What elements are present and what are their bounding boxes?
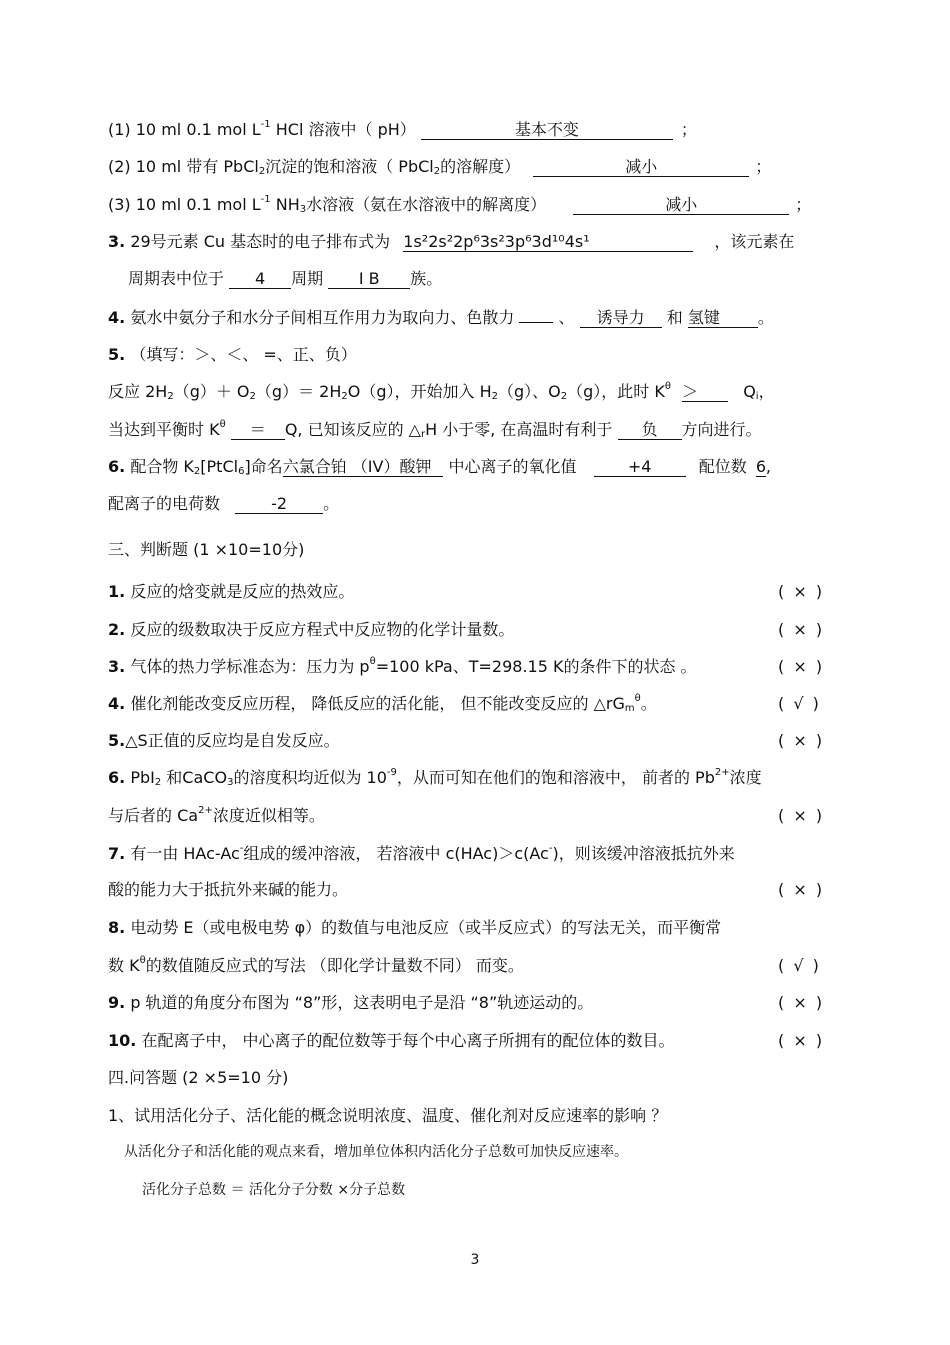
q6-ox-answer: +4 [594, 458, 686, 477]
judgment-sup: -9 [386, 767, 397, 778]
q4-blank-line [519, 322, 553, 323]
q5-line2 [108, 382, 775, 402]
q3-group-answer: Ⅰ B [328, 270, 410, 289]
judgment-6-mark: ( × ) [778, 806, 825, 825]
judgment-text: p 轨道的角度分布图为 “8”形，这表明电子是沿 “8”轨迹运动的。 [130, 993, 594, 1012]
judgment-6 [108, 768, 762, 788]
q5-text-a: 反应 2H [108, 382, 168, 401]
q2-item1-text: (1) 10 ml 0.1 mol L [108, 120, 261, 139]
judgment-sup2: - [548, 843, 553, 854]
q5-line3-sub: r [420, 429, 426, 440]
judgment-text: 反应的焓变就是反应的热效应。 [130, 582, 355, 601]
judgment-sup2: 2+ [714, 767, 730, 778]
q2-item1-end: ； [680, 120, 697, 139]
judgment-1-mark: ( × ) [778, 582, 825, 601]
q5-line3-theta: θ [219, 419, 226, 430]
q2-item2-sub: 2 [258, 166, 266, 177]
judgment-4 [108, 694, 657, 714]
q5-answer3: 负 [618, 421, 682, 440]
judgment-text5: 浓度 [729, 768, 762, 787]
judgment-2 [108, 620, 514, 640]
judgment-2-mark: ( × ) [778, 620, 825, 639]
judgment-number: 6. [108, 768, 126, 787]
judgment-number: 9. [108, 993, 126, 1012]
judgment-7-line2: 酸的能力大于抵抗外来碱的能力。 [108, 880, 349, 899]
judgment-3-mark: ( × ) [778, 657, 825, 676]
q2-item2-answer: 减小 [533, 158, 749, 177]
judgment-3 [108, 657, 697, 677]
judgment-text: 催化剂能改变反应历程， 降低反应的活化能， 但不能改变反应的 △rG [130, 694, 625, 713]
q4-sep1: 、 [558, 308, 575, 327]
q2-item2 [108, 157, 771, 177]
q4-answer2: 氢键 [688, 309, 758, 328]
judgment-text: 有一由 HAc-Ac [130, 844, 240, 863]
judgment-sub: 2 [154, 777, 162, 788]
judgment-text4: ，从而可知在他们的饱和溶液中， 前者的 Pb [396, 768, 715, 787]
q6-text3: ]命名 [244, 457, 283, 476]
q2-item2-text: (2) 10 ml 带有 PbCl [108, 157, 259, 176]
q3-line2 [128, 269, 442, 289]
judgment-number: 1. [108, 582, 126, 601]
q6-end2: 。 [323, 494, 340, 513]
q3-period-label: 周期 [291, 269, 324, 288]
q5-sub6: i [755, 391, 759, 402]
q2-item3-answer: 减小 [573, 196, 789, 215]
q6-text5: 配位数 [698, 457, 747, 476]
judgment-line2-sup: 2+ [198, 805, 213, 816]
q6-name-answer: 六氯合铂 （IV）酸钾 [283, 458, 444, 477]
q6-number: 6. [108, 457, 126, 476]
judgment-5-mark: ( × ) [778, 731, 825, 750]
qa1-question: 1、试用活化分子、活化能的概念说明浓度、温度、催化剂对反应速率的影响 ？ [108, 1106, 668, 1125]
q3-group-label: 族。 [410, 269, 443, 288]
q5-line3 [108, 420, 762, 440]
q2-item3-text3: 水溶液（氨在水溶液中的解离度） [306, 195, 547, 214]
q6-charge-answer: -2 [235, 495, 323, 514]
q6-line1 [108, 457, 771, 477]
q3-line1 [108, 232, 794, 252]
judgment-10 [108, 1031, 675, 1051]
q3-line2-text: 周期表中位于 [128, 269, 225, 288]
judgment-line2-b: 浓度近似相等。 [212, 806, 325, 825]
judgment-text: 电动势 E（或电极电势 φ）的数值与电池反应（或半反应式）的写法无关，而平衡常 [130, 918, 722, 937]
judgment-8-mark: ( √ ) [778, 956, 821, 975]
judgment-number: 2. [108, 620, 126, 639]
judgment-text2: 和CaCO [161, 768, 228, 787]
judgment-8-line2 [108, 956, 524, 976]
q2-item1-answer: 基本不变 [421, 121, 673, 140]
judgment-text3: )，则该缓冲溶液抵抗外来 [552, 844, 735, 863]
q2-item3-text2: NH [270, 195, 300, 214]
q4-answer1: 诱导力 [580, 309, 662, 328]
q2-item2-text2: 沉淀的饱和溶液（ PbCl [265, 157, 434, 176]
judgment-text: 气体的热力学标准态为：压力为 p [130, 657, 370, 676]
judgment-number: 5. [108, 731, 126, 750]
q3-number: 3. [108, 232, 126, 251]
q6-text4: 中心离子的氧化值 [448, 457, 577, 476]
q5-sub1: 2 [167, 391, 174, 402]
q6-line2 [108, 494, 339, 514]
q4-text: 氨水中氨分子和水分子间相互作用力为取向力、色散力 [130, 308, 515, 327]
q5-line1 [108, 345, 357, 365]
q2-item2-end: ； [755, 157, 772, 176]
q5-number: 5. [108, 345, 126, 364]
q2-item1-sup: -1 [260, 119, 271, 130]
q6-sub2: 6 [238, 466, 245, 477]
judgment-9 [108, 993, 593, 1013]
judgment-text: 反应的级数取决于反应方程式中反应物的化学计量数。 [130, 620, 515, 639]
judgment-7-mark: ( × ) [778, 880, 825, 899]
judgment-text: 在配离子中， 中心离子的配位数等于每个中心离子所拥有的配位体的数目。 [141, 1031, 675, 1050]
q6-cn-answer: 6 [755, 457, 767, 476]
q5-theta: θ [664, 381, 672, 392]
judgment-7 [108, 844, 735, 864]
section3-title: 三、判断题 (1 ×10=10分) [108, 540, 305, 559]
judgment-6-line2 [108, 806, 325, 826]
q2-item3-sub: 3 [299, 204, 307, 215]
judgment-line2: 数 K [108, 956, 140, 975]
judgment-text2: =100 kPa、T=298.15 K的条件下的状态 。 [375, 657, 697, 676]
judgment-line2-sup: θ [139, 955, 146, 966]
q2-item1-text2: HCl 溶液中（ pH） [270, 120, 416, 139]
q5-text-e: （g）、O [498, 382, 561, 401]
judgment-text2: 组成的缓冲溶液， 若溶液中 c(HAc)＞c(Ac [243, 844, 549, 863]
q6-line2-text: 配离子的电荷数 [108, 494, 221, 513]
judgment-number: 10. [108, 1031, 137, 1050]
judgment-sup: θ [634, 693, 641, 704]
judgment-line2-b: 的数值随反应式的写法 （即化学计量数不同） 而变。 [145, 956, 524, 975]
judgment-sup: - [239, 843, 244, 854]
q5-line3-text3: H 小于零, 在高温时有利于 [425, 420, 613, 439]
q4 [108, 308, 774, 328]
q2-item3-text: (3) 10 ml 0.1 mol L [108, 195, 261, 214]
q5-sub4: 2 [491, 391, 498, 402]
q2-item3-sup: -1 [260, 194, 271, 205]
page-number: 3 [470, 1252, 480, 1268]
q5-line3-end: 方向进行。 [681, 420, 762, 439]
qa1-answer1: 从活化分子和活化能的观点来看，增加单位体积内活化分子总数可加快反应速率。 [124, 1144, 628, 1160]
judgment-4-mark: ( √ ) [778, 694, 821, 713]
q5-sub2: 2 [249, 391, 256, 402]
q4-sep2: 和 [666, 308, 683, 327]
q5-answer2: ＝ [231, 421, 285, 440]
judgment-1 [108, 582, 354, 602]
q3-config-answer: 1s²2s²2p⁶3s²3p⁶3d¹⁰4s¹ [403, 233, 693, 252]
qa1-answer2: 活化分子总数 ＝ 活化分子分数 ×分子总数 [142, 1182, 406, 1198]
q3-period-answer: 4 [229, 270, 291, 289]
judgment-9-mark: ( × ) [778, 993, 825, 1012]
judgment-sub: m [624, 703, 635, 714]
q5-text-c: （g）＝ 2H [255, 382, 342, 401]
q2-item3-end: ； [795, 195, 812, 214]
q6-text2: [PtCl [200, 457, 239, 476]
q4-number: 4. [108, 308, 126, 327]
section4-title: 四.问答题 (2 ×5=10 分) [108, 1068, 289, 1087]
q2-item3 [108, 195, 811, 215]
q3-text: 29号元素 Cu 基态时的电子排布式为 [130, 232, 391, 251]
judgment-text: △S正值的反应均是自发反应。 [125, 731, 340, 750]
q5-answer1: ＞ [682, 383, 728, 402]
q5-text-b: （g）＋ O [173, 382, 250, 401]
q5-text-f: （g），此时 K [567, 382, 665, 401]
q6-sub1: 2 [193, 466, 201, 477]
q5-sub3: 2 [341, 391, 348, 402]
q6-text: 配合物 K [130, 457, 194, 476]
q5-line3-text2: Q, 已知该反应的 △ [284, 420, 421, 439]
judgment-5 [108, 731, 340, 751]
judgment-number: 7. [108, 844, 126, 863]
q2-item2-sub2: 2 [433, 166, 441, 177]
judgment-number: 4. [108, 694, 126, 713]
judgment-number: 8. [108, 918, 126, 937]
q4-end: 。 [757, 308, 774, 327]
judgment-sup: θ [369, 656, 376, 667]
judgment-line2: 与后者的 Ca [108, 806, 199, 825]
q5-text-d: O（g），开始加入 H [347, 382, 492, 401]
q3-after: ，该元素在 [714, 232, 795, 251]
judgment-8 [108, 918, 721, 938]
q2-item2-text3: 的溶解度） [440, 157, 521, 176]
q5-text-g: Q [743, 382, 756, 401]
judgment-sub2: 3 [227, 777, 234, 788]
q5-line3-text: 当达到平衡时 K [108, 420, 220, 439]
q2-item1 [108, 120, 697, 140]
q5-sub5: 2 [560, 391, 568, 402]
judgment-text2: 。 [640, 694, 657, 713]
q6-end1: , [765, 457, 771, 476]
judgment-10-mark: ( × ) [778, 1031, 825, 1050]
q5-hint: （填写：＞、＜、 =、正、负） [130, 345, 357, 364]
judgment-text3: 的溶度积均近似为 10 [233, 768, 387, 787]
judgment-number: 3. [108, 657, 126, 676]
q5-text-h: ， [758, 382, 775, 401]
judgment-text: PbI [130, 768, 155, 787]
